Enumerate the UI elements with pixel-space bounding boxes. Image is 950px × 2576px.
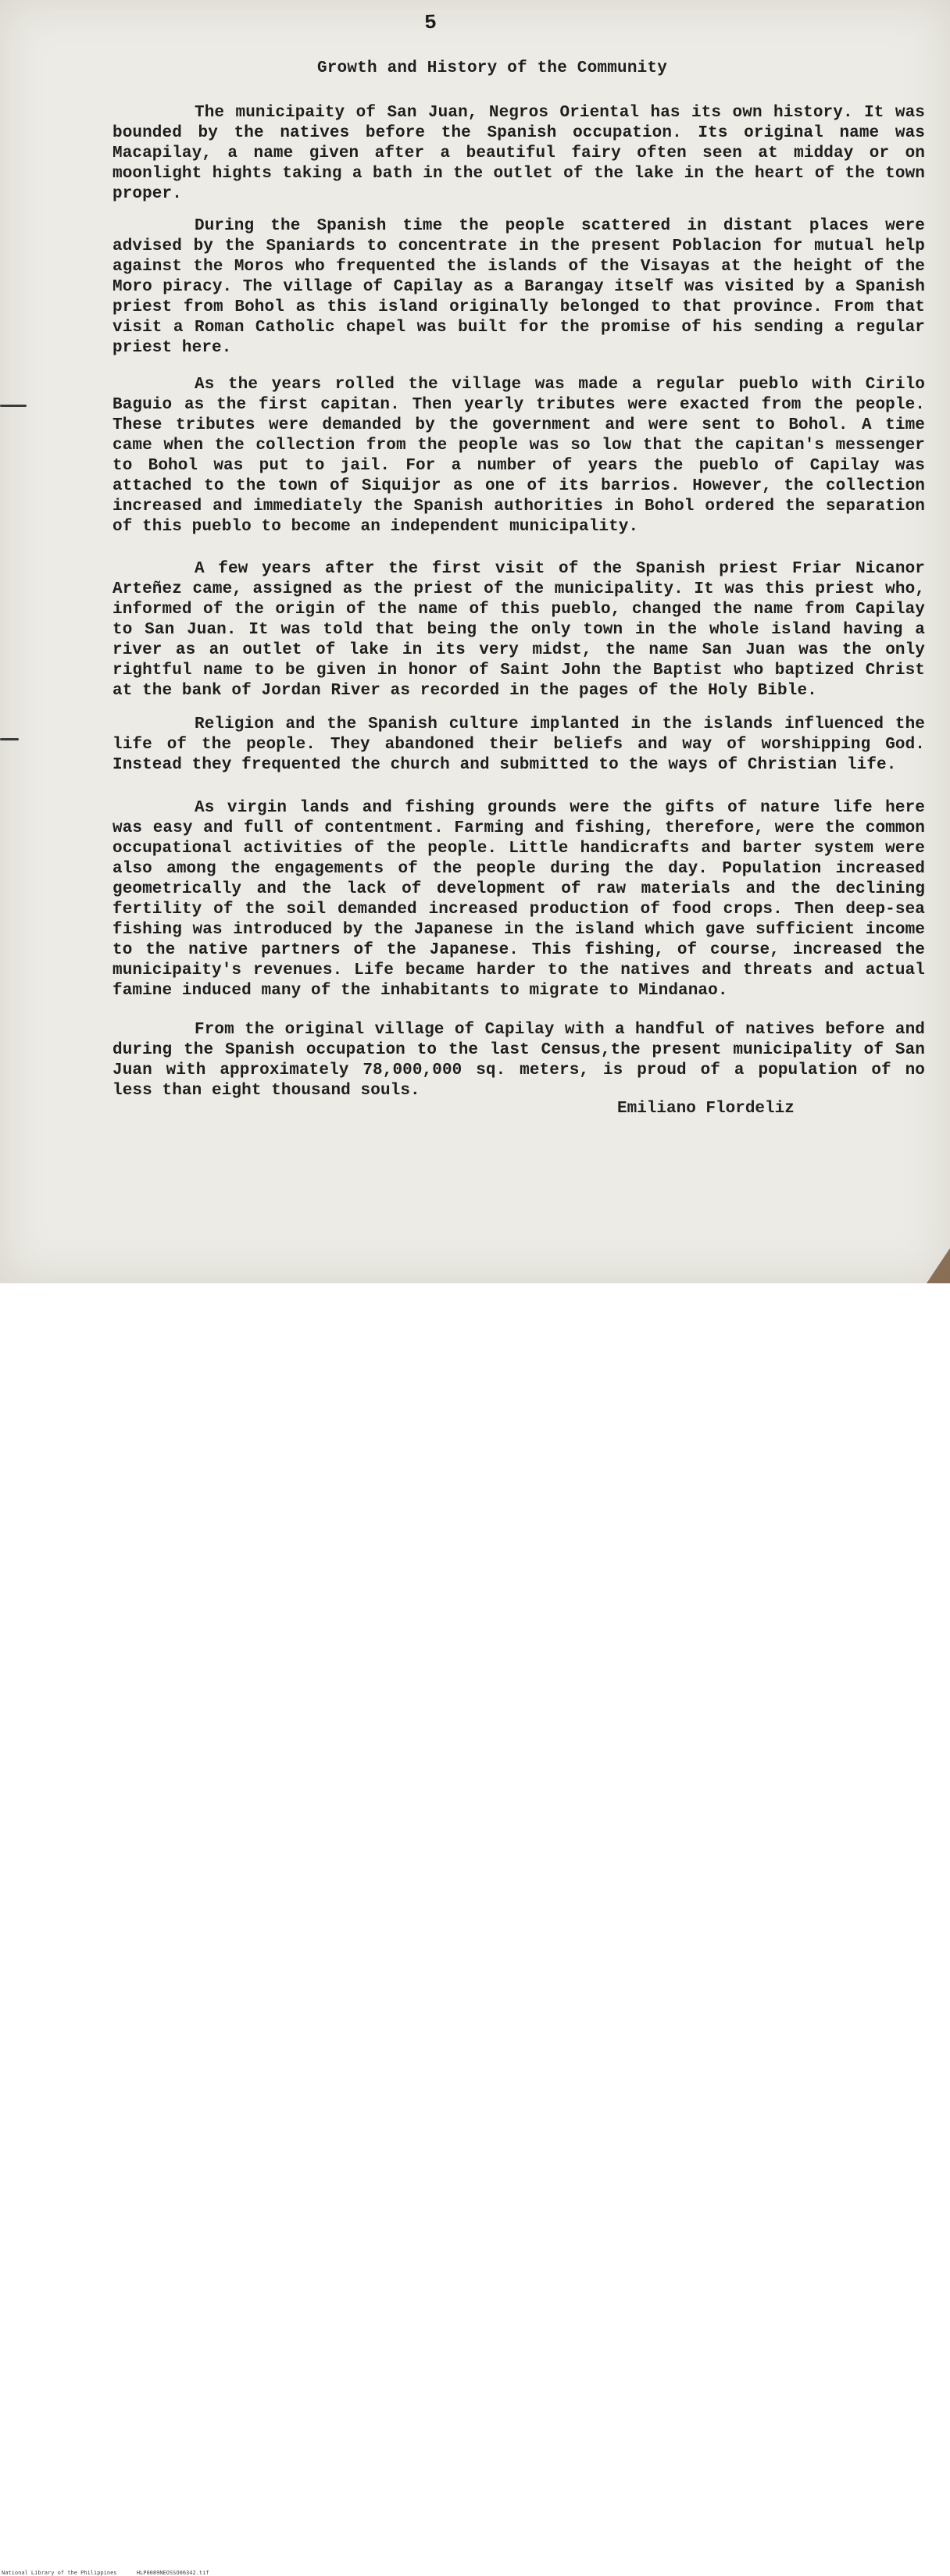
- footer-library: National Library of the Philippines: [2, 2570, 117, 2576]
- page-number: 5: [423, 10, 438, 35]
- page-title: Growth and History of the Community: [316, 59, 668, 77]
- paragraph-population: From the original village of Capilay with a handful of natives before and during the Spanish occupation to the last Census,the present municipality of San Juan with approximately 78,000,000 sq. meters, is proud of a population of no less than eight thousand souls.: [112, 1021, 925, 1100]
- footer-file-id: HLP0089NEOSSO06342.tif: [136, 2570, 209, 2576]
- document-page: [0, 0, 950, 1283]
- footer-caption: [2, 2570, 209, 2576]
- paragraph-pueblo-history: As the years rolled the village was made a regular pueblo with Cirilo Baguio as the first capitan. Then yearly tributes were exacted from the people. These tributes were demanded by the government and were sent to Bohol. A time came when the collection from the people was so low that the capitan's messenger to Bohol was put to jail. For a number of years the pueblo of Capilay was attached to the town of Siquijor as one of its barrios. However, the collection increased and immediately the Spanish authorities in Bohol ordered the separation of this pueblo to become an independent municipality.: [112, 376, 925, 536]
- footer-bar: [0, 1283, 950, 2576]
- paragraph-origin-of-name: The municipaity of San Juan, Negros Oriental has its own history. It was bounded by the natives before the Spanish occupation. Its original name was Macapilay, a name given after a beautiful fairy often seen at midday or on moonlight hights taking a bath in the outlet of the lake in the heart of the town proper.: [112, 104, 925, 203]
- page-corner-fold-icon: [927, 1248, 950, 1283]
- paragraph-name-change: A few years after the first visit of the Spanish priest Friar Nicanor Arteñez came, assigned as the priest of the municipality. It was this priest who, informed of the origin of the name of this pueblo, changed the name from Capilay to San Juan. It was told that being the only town in the whole island having a river as an outlet of lake in its very midst, the name San Juan was the only rightful name to be given in honor of Saint John the Baptist who baptized Christ at the bank of Jordan River as recorded in the pages of the Holy Bible.: [112, 560, 925, 700]
- margin-mark: [0, 405, 27, 407]
- margin-mark: [0, 738, 19, 740]
- paragraph-livelihood: As virgin lands and fishing grounds were the gifts of nature life here was easy and full of contentment. Farming and fishing, therefore, were the common occupational activities of the people. Little handicrafts and barter system were also among the engagements of the people during the day. Population increased geometrically and the lack of development of raw materials and the declining fertility of the soil demanded increased production of food crops. Then deep-sea fishing was introduced by the Japanese in the island which gave sufficient income to the native partners of the Japanese. This fishing, of course, increased the municipaity's revenues. Life became harder to the natives and threats and actual famine induced many of the inhabitants to migrate to Mindanao.: [112, 799, 925, 1000]
- author-signature: Emiliano Flordeliz: [617, 1100, 795, 1118]
- paragraph-religion: Religion and the Spanish culture implanted in the islands influenced the life of the people. They abandoned their beliefs and way of worshipping God. Instead they frequented the church and submitted to the ways of Christian life.: [112, 715, 925, 774]
- paragraph-spanish-time: During the Spanish time the people scattered in distant places were advised by the Spaniards to concentrate in the present Poblacion for mutual help against the Moros who frequented the islands of the Visayas at the height of the Moro piracy. The village of Capilay as a Barangay itself was visited by a Spanish priest from Bohol as this island originally belonged to that province. From that visit a Roman Catholic chapel was built for the promise of his sending a regular priest here.: [112, 217, 925, 357]
